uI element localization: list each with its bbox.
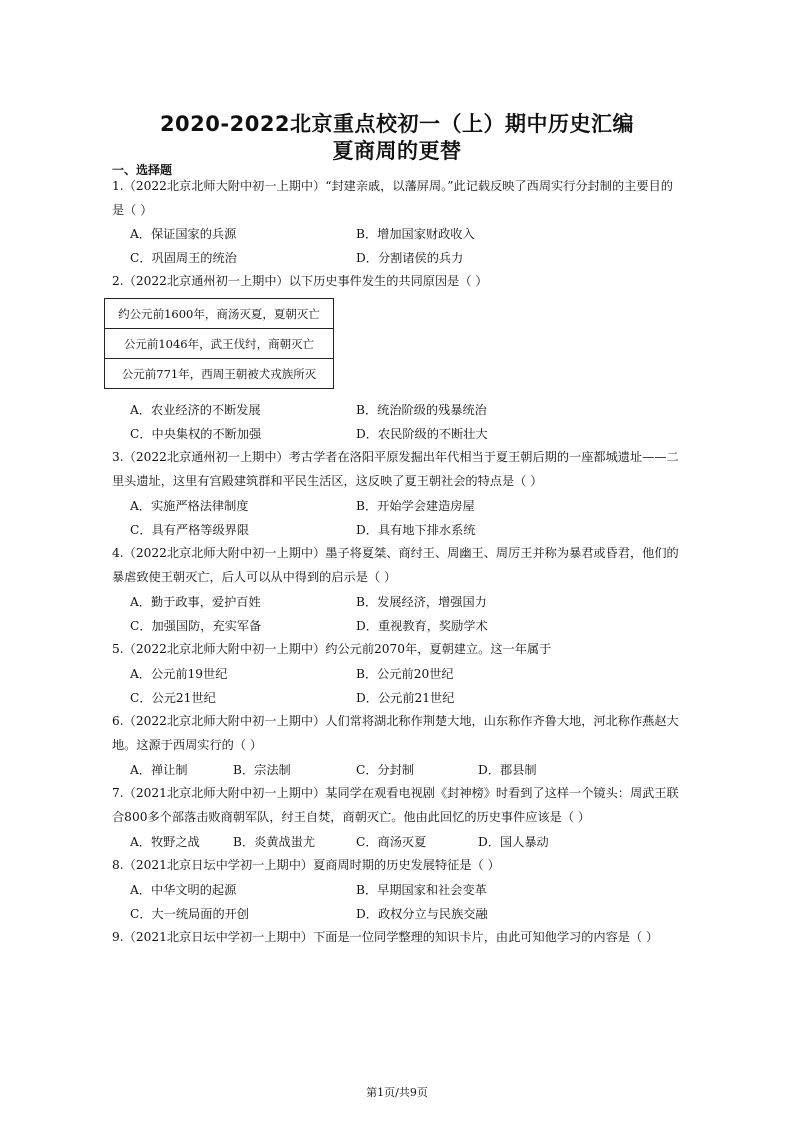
section-heading: 一、选择题 <box>112 163 173 177</box>
question-text: 暴虐致使王朝灭亡，后人可以从中得到的启示是（ ） <box>112 570 397 584</box>
question-text: 1.（2022北京北师大附中初一上期中）“封建亲戚，以藩屏周。”此记载反映了西周实行分封制的主要目的 <box>112 179 673 193</box>
question-text: 地。这源于西周实行的（ ） <box>112 738 263 752</box>
option-a: A．禅让制 <box>130 763 188 777</box>
option-a: A．实施严格法律制度 <box>130 499 249 513</box>
option-c: C．巩固周王的统治 <box>130 251 237 265</box>
option-b: B．统治阶级的残暴统治 <box>356 403 487 417</box>
question-9 <box>112 925 686 949</box>
question-text: 7.（2021北京北师大附中初一上期中）某同学在观看电视剧《封神榜》时看到了这样一个镜头：周武王联 <box>112 786 679 800</box>
table-cell: 约公元前1600年，商汤灭夏，夏朝灭亡 <box>105 299 334 329</box>
option-c: C．中央集权的不断加强 <box>130 427 262 441</box>
option-b: B．宗法制 <box>233 763 291 777</box>
option-a: A．公元前19世纪 <box>130 667 228 681</box>
table-cell: 公元前1046年，武王伐纣，商朝灭亡 <box>105 329 334 359</box>
question-8 <box>112 853 686 877</box>
option-d: D．郡县制 <box>478 763 537 777</box>
option-b: B．炎黄战蚩尤 <box>233 835 316 849</box>
question-text: 5.（2022北京北师大附中初一上期中）约公元前2070年，夏朝建立。这一年属于 <box>112 642 552 656</box>
question-text: 是（ ） <box>112 203 153 217</box>
option-a: A．保证国家的兵源 <box>130 227 237 241</box>
option-a: A．勤于政事，爱护百姓 <box>130 595 261 609</box>
option-c: C．商汤灭夏 <box>356 835 427 849</box>
question-text: 2.（2022北京通州初一上期中）以下历史事件发生的共同原因是（ ） <box>112 274 488 288</box>
option-b: B．增加国家财政收入 <box>356 227 475 241</box>
option-c: C．大一统局面的开创 <box>130 907 250 921</box>
option-d: D．分割诸侯的兵力 <box>356 251 464 265</box>
events-table <box>104 298 334 389</box>
question-text: 4.（2022北京北师大附中初一上期中）墨子将夏桀、商纣王、周幽王、周厉王并称为暴君或昏君，他们的 <box>112 546 679 560</box>
question-text: 6.（2022北京北师大附中初一上期中）人们常将湖北称作荆楚大地，山东称作齐鲁大地，河北称作燕赵大 <box>112 714 679 728</box>
option-c: C．分封制 <box>356 763 415 777</box>
option-a: A．农业经济的不断发展 <box>130 403 261 417</box>
question-1 <box>112 174 686 222</box>
option-d: D．重视教育，奖励学术 <box>356 619 488 633</box>
question-text: 合800多个部落击败商朝军队，纣王自焚，商朝灭亡。他由此回忆的历史事件应该是（ ） <box>112 810 591 824</box>
page-number: 第1页/共9页 <box>366 1086 428 1099</box>
page-subtitle: 夏商周的更替 <box>332 139 462 163</box>
option-b: B．公元前20世纪 <box>356 667 454 681</box>
question-7 <box>112 781 686 829</box>
question-text: 3.（2022北京通州初一上期中）考古学者在洛阳平原发掘出年代相当于夏王朝后期的一座都城遗址——二 <box>112 450 679 464</box>
question-4 <box>112 541 686 589</box>
option-b: B．早期国家和社会变革 <box>356 883 487 897</box>
question-5 <box>112 637 686 661</box>
option-d: D．公元前21世纪 <box>356 691 455 705</box>
question-2 <box>112 269 686 293</box>
option-c: C．公元21世纪 <box>130 691 216 705</box>
option-a: A．中华文明的起源 <box>130 883 237 897</box>
option-d: D．具有地下排水系统 <box>356 523 476 537</box>
option-b: B．开始学会建造房屋 <box>356 499 475 513</box>
option-d: D．农民阶级的不断壮大 <box>356 427 488 441</box>
question-text: 里头遗址，这里有宫殿建筑群和平民生活区，这反映了夏王朝社会的特点是（ ） <box>112 474 543 488</box>
question-6 <box>112 709 686 757</box>
option-c: C．加强国防，充实军备 <box>130 619 262 633</box>
option-b: B．发展经济，增强国力 <box>356 595 487 609</box>
option-d: D．国人暴动 <box>478 835 549 849</box>
option-d: D．政权分立与民族交融 <box>356 907 488 921</box>
question-text: 8.（2021北京日坛中学初一上期中）夏商周时期的历史发展特征是（ ） <box>112 858 500 872</box>
question-text: 9.（2021北京日坛中学初一上期中）下面是一位同学整理的知识卡片，由此可知他学习的内容是（ ） <box>112 930 659 944</box>
question-3 <box>112 445 686 493</box>
table-cell: 公元前771年，西周王朝被犬戎族所灭 <box>105 359 334 389</box>
option-a: A．牧野之战 <box>130 835 200 849</box>
option-c: C．具有严格等级界限 <box>130 523 250 537</box>
page-title: 2020-2022北京重点校初一（上）期中历史汇编 <box>159 112 635 136</box>
